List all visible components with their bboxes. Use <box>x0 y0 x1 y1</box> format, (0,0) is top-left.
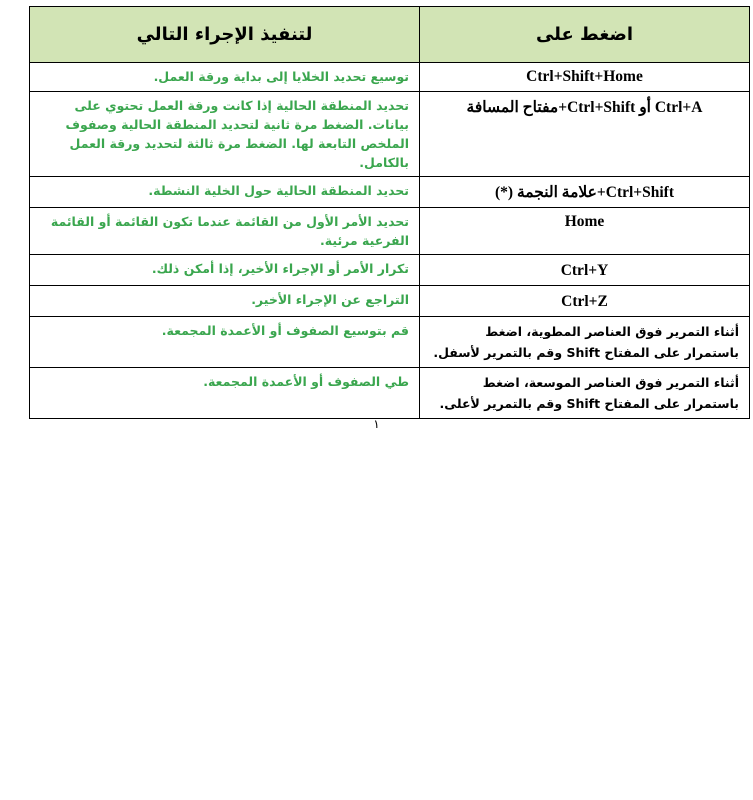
shortcut-key: Ctrl+Y <box>420 255 750 286</box>
shortcut-key: أثناء التمرير فوق العناصر المطوية، اضغط باستمرار على المفتاح Shift وقم بالتمرير لأسفل. <box>420 317 750 368</box>
header-action: لتنفيذ الإجراء التالي <box>30 7 420 63</box>
table-row <box>30 255 750 286</box>
shortcut-key: أثناء التمرير فوق العناصر الموسعة، اضغط باستمرار على المفتاح Shift وقم بالتمرير لأعلى. <box>420 368 750 419</box>
table-row <box>30 286 750 317</box>
shortcut-action: توسيع تحديد الخلايا إلى بداية ورقة العمل. <box>30 63 420 92</box>
table-row <box>30 208 750 255</box>
shortcut-key: Ctrl+Shift+علامة النجمة (*) <box>420 177 750 208</box>
shortcut-action: قم بتوسيع الصفوف أو الأعمدة المجمعة. <box>30 317 420 368</box>
shortcut-action: التراجع عن الإجراء الأخير. <box>30 286 420 317</box>
shortcut-key: Ctrl+Z <box>420 286 750 317</box>
table-row <box>30 92 750 177</box>
shortcut-action: تحديد المنطقة الحالية حول الخلية النشطة. <box>30 177 420 208</box>
shortcut-key: Ctrl+Shift+Home <box>420 63 750 92</box>
table-row <box>30 368 750 419</box>
table-header-row <box>30 7 750 63</box>
table-row <box>30 177 750 208</box>
header-key: اضغط على <box>420 7 750 63</box>
page-number: ١ <box>373 417 380 431</box>
shortcut-key: Ctrl+A أو Ctrl+Shift+مفتاح المسافة <box>420 92 750 177</box>
shortcut-action: طي الصفوف أو الأعمدة المجمعة. <box>30 368 420 419</box>
shortcut-action: تحديد المنطقة الحالية إذا كانت ورقة العمل تحتوي على بيانات. الضغط مرة ثانية لتحديد المنطقة الحالية وصفوف الملخص التابعة لها. الضغط مرة ثالثة لتحديد ورقة العمل بالكامل. <box>30 92 420 177</box>
shortcut-action: تكرار الأمر أو الإجراء الأخير، إذا أمكن ذلك. <box>30 255 420 286</box>
shortcuts-table <box>29 6 750 419</box>
shortcut-key: Home <box>420 208 750 255</box>
table-row <box>30 63 750 92</box>
table-row <box>30 317 750 368</box>
shortcut-action: تحديد الأمر الأول من القائمة عندما تكون القائمة أو القائمة الفرعية مرئية. <box>30 208 420 255</box>
